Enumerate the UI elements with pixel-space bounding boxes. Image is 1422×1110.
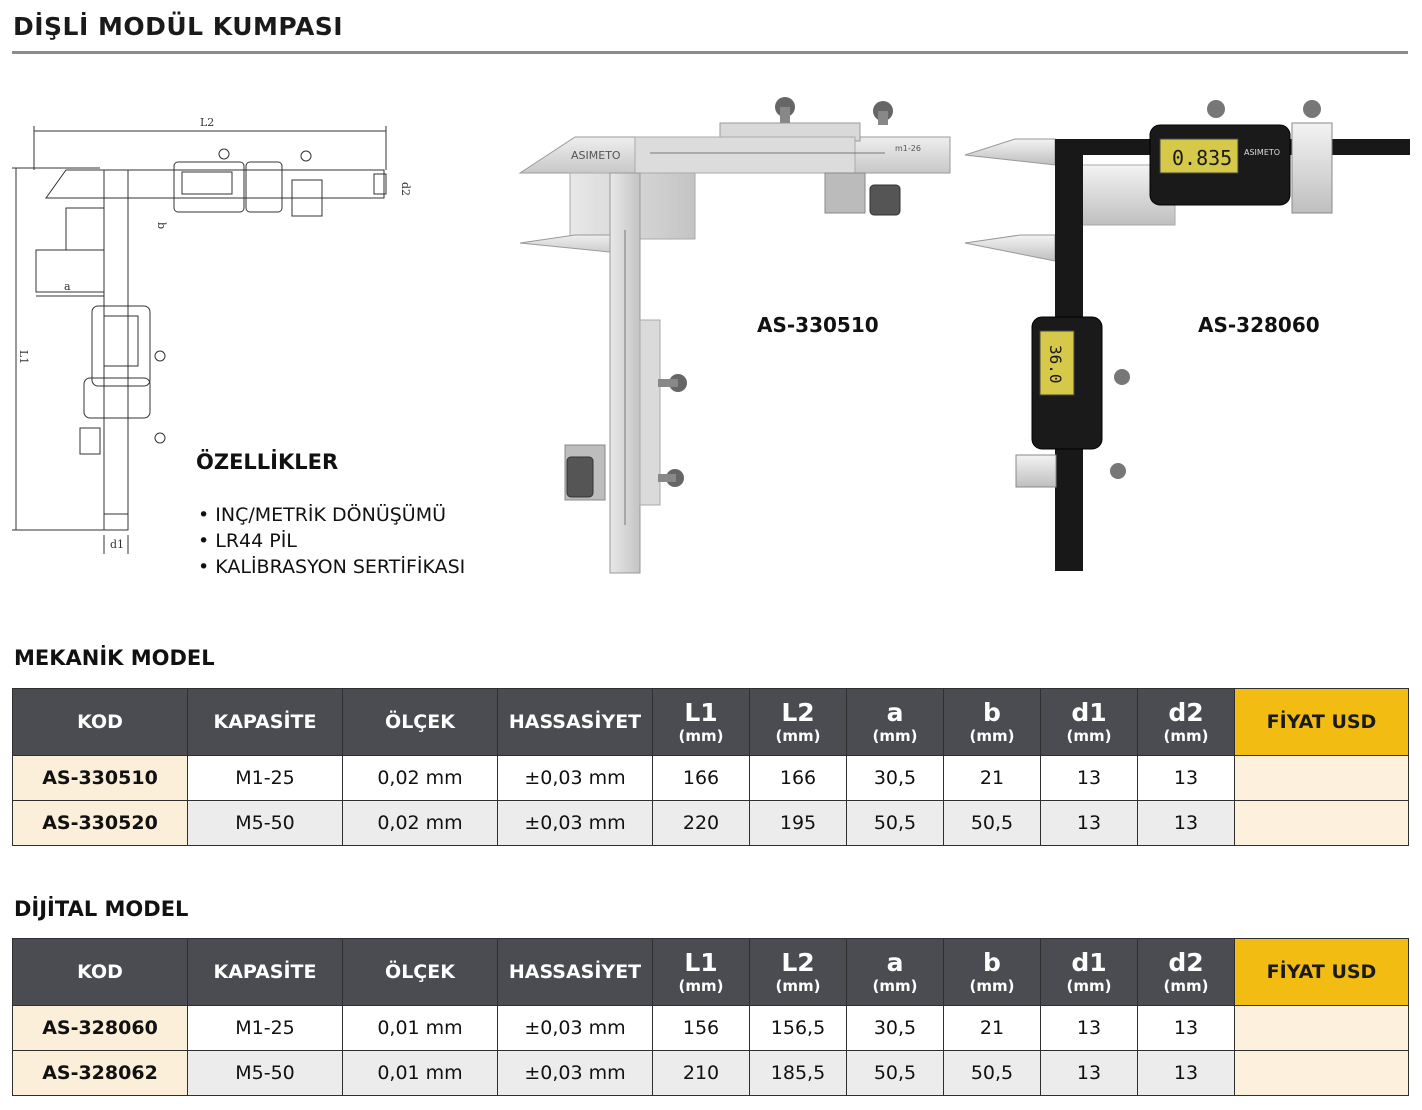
cell-kapasite: M1-25 bbox=[188, 756, 343, 801]
cell-fiyat bbox=[1235, 756, 1409, 801]
cell-kod: AS-330520 bbox=[13, 801, 188, 846]
cell-b: 21 bbox=[944, 756, 1041, 801]
digital-photo-label: AS-328060 bbox=[1198, 313, 1320, 337]
col-a: a (mm) bbox=[847, 689, 944, 756]
col-d1: d1 (mm) bbox=[1041, 689, 1138, 756]
cell-L2: 156,5 bbox=[750, 1006, 847, 1051]
digital-display-small: 36.0 bbox=[1046, 345, 1065, 384]
cell-L2: 195 bbox=[750, 801, 847, 846]
feature-item: • LR44 PİL bbox=[198, 530, 297, 552]
mechanical-caliper-photo bbox=[515, 95, 955, 575]
page-title: DİŞLİ MODÜL KUMPASI bbox=[13, 12, 344, 41]
col-hassasiyet: HASSASİYET bbox=[498, 689, 653, 756]
cell-d2: 13 bbox=[1138, 1006, 1235, 1051]
mechanical-section-title: MEKANİK MODEL bbox=[14, 646, 215, 670]
cell-L1: 166 bbox=[653, 756, 750, 801]
digital-caliper-photo bbox=[960, 95, 1410, 575]
col-kapasite: KAPASİTE bbox=[188, 689, 343, 756]
cell-kod: AS-328062 bbox=[13, 1051, 188, 1096]
cell-b: 50,5 bbox=[944, 801, 1041, 846]
cell-fiyat bbox=[1235, 1006, 1409, 1051]
cell-a: 30,5 bbox=[847, 1006, 944, 1051]
digital-spec-table bbox=[12, 938, 1409, 1096]
cell-L1: 210 bbox=[653, 1051, 750, 1096]
cell-b: 21 bbox=[944, 1006, 1041, 1051]
cell-fiyat bbox=[1235, 801, 1409, 846]
table-header-row bbox=[13, 939, 1409, 1006]
features-title: ÖZELLİKLER bbox=[196, 450, 339, 474]
label-L2: L2 bbox=[200, 116, 215, 129]
cell-L1: 220 bbox=[653, 801, 750, 846]
col-d2: d2 (mm) bbox=[1138, 689, 1235, 756]
col-fiyat: FİYAT USD bbox=[1235, 939, 1409, 1006]
col-olcek: ÖLÇEK bbox=[343, 689, 498, 756]
label-b: b bbox=[155, 222, 168, 230]
cell-olcek: 0,02 mm bbox=[343, 756, 498, 801]
cell-d2: 13 bbox=[1138, 1051, 1235, 1096]
cell-hassasiyet: ±0,03 mm bbox=[498, 1051, 653, 1096]
col-kod: KOD bbox=[13, 939, 188, 1006]
cell-a: 50,5 bbox=[847, 1051, 944, 1096]
cell-hassasiyet: ±0,03 mm bbox=[498, 1006, 653, 1051]
cell-olcek: 0,02 mm bbox=[343, 801, 498, 846]
col-L1: L1 (mm) bbox=[653, 689, 750, 756]
cell-L1: 156 bbox=[653, 1006, 750, 1051]
cell-fiyat bbox=[1235, 1051, 1409, 1096]
label-d2: d2 bbox=[399, 182, 412, 197]
cell-olcek: 0,01 mm bbox=[343, 1006, 498, 1051]
cell-a: 30,5 bbox=[847, 756, 944, 801]
feature-item: • INÇ/METRİK DÖNÜŞÜMÜ bbox=[198, 504, 447, 526]
mechanical-scale-mark: m1-26 bbox=[895, 144, 921, 153]
col-kod: KOD bbox=[13, 689, 188, 756]
col-b: b (mm) bbox=[944, 689, 1041, 756]
cell-kapasite: M5-50 bbox=[188, 801, 343, 846]
cell-d1: 13 bbox=[1041, 1051, 1138, 1096]
col-a: a (mm) bbox=[847, 939, 944, 1006]
cell-L2: 185,5 bbox=[750, 1051, 847, 1096]
cell-hassasiyet: ±0,03 mm bbox=[498, 756, 653, 801]
cell-a: 50,5 bbox=[847, 801, 944, 846]
mechanical-brand: ASIMETO bbox=[571, 149, 621, 162]
digital-display: 0.835 bbox=[1172, 146, 1233, 170]
cell-L2: 166 bbox=[750, 756, 847, 801]
col-L2: L2 (mm) bbox=[750, 689, 847, 756]
mechanical-photo-label: AS-330510 bbox=[757, 313, 879, 337]
title-divider bbox=[12, 51, 1408, 54]
col-b: b (mm) bbox=[944, 939, 1041, 1006]
features-list bbox=[198, 502, 465, 580]
col-d1: d1 (mm) bbox=[1041, 939, 1138, 1006]
cell-kod: AS-328060 bbox=[13, 1006, 188, 1051]
table-header-row bbox=[13, 689, 1409, 756]
cell-d1: 13 bbox=[1041, 801, 1138, 846]
cell-hassasiyet: ±0,03 mm bbox=[498, 801, 653, 846]
cell-kod: AS-330510 bbox=[13, 756, 188, 801]
table-row bbox=[13, 1051, 1409, 1096]
feature-item: • KALİBRASYON SERTİFİKASI bbox=[198, 556, 466, 578]
mechanical-spec-table bbox=[12, 688, 1409, 846]
cell-d2: 13 bbox=[1138, 801, 1235, 846]
cell-d1: 13 bbox=[1041, 1006, 1138, 1051]
col-kapasite: KAPASİTE bbox=[188, 939, 343, 1006]
cell-olcek: 0,01 mm bbox=[343, 1051, 498, 1096]
digital-section-title: DİJİTAL MODEL bbox=[14, 897, 189, 921]
digital-brand: ASIMETO bbox=[1244, 148, 1281, 157]
cell-b: 50,5 bbox=[944, 1051, 1041, 1096]
col-d2: d2 (mm) bbox=[1138, 939, 1235, 1006]
col-hassasiyet: HASSASİYET bbox=[498, 939, 653, 1006]
table-row bbox=[13, 1006, 1409, 1051]
cell-kapasite: M5-50 bbox=[188, 1051, 343, 1096]
col-L1: L1 (mm) bbox=[653, 939, 750, 1006]
col-fiyat: FİYAT USD bbox=[1235, 689, 1409, 756]
label-L1: L1 bbox=[17, 350, 30, 365]
cell-kapasite: M1-25 bbox=[188, 1006, 343, 1051]
cell-d2: 13 bbox=[1138, 756, 1235, 801]
cell-d1: 13 bbox=[1041, 756, 1138, 801]
label-a: a bbox=[64, 280, 71, 293]
table-row bbox=[13, 756, 1409, 801]
col-olcek: ÖLÇEK bbox=[343, 939, 498, 1006]
label-d1: d1 bbox=[110, 538, 125, 551]
col-L2: L2 (mm) bbox=[750, 939, 847, 1006]
table-row bbox=[13, 801, 1409, 846]
